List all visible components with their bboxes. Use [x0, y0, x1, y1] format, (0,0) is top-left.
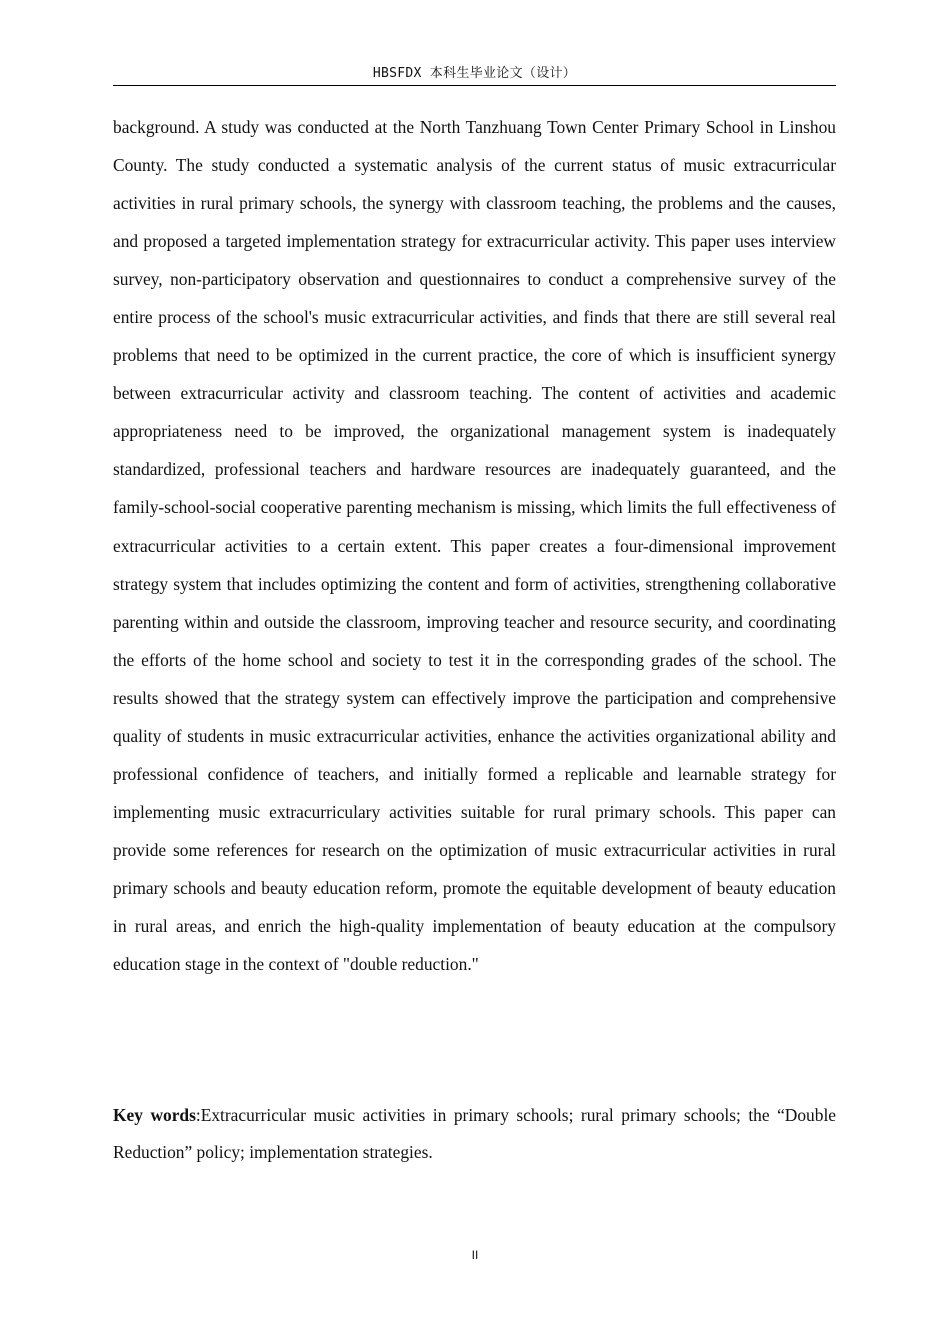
keywords-label: Key words [113, 1105, 196, 1125]
header-divider [113, 85, 836, 86]
running-header: HBSFDX 本科生毕业论文（设计） [372, 66, 577, 81]
keywords-text: Extracurricular music activities in primary schools; rural primary schools; the “Double Reduction” policy; implementation strategies. [113, 1105, 837, 1162]
page-number: II [471, 1248, 479, 1262]
abstract-paragraph: background. A study was conducted at the North Tanzhuang Town Center Primary School in Linshou County. The study conducted a systematic analysis of the current status of music extracurricular activities in rural primary schools, the synergy with classroom teaching, the problems and the causes, and proposed a targeted implementation strategy for extracurricular activity. This paper uses interview survey, non-participatory observation and questionnaires to conduct a comprehensive survey of the entire process of the school's music extracurricular activities, and finds that there are still several real problems that need to be optimized in the current practice, the core of which is insufficient synergy between extracurricular activity and classroom teaching. The content of activities and academic appropriateness need to be improved, the organizational management system is inadequately standardized, professional teachers and hardware resources are inadequately guaranteed, and the family-school-social cooperative parenting mechanism is missing, which limits the full effectiveness of extracurricular activities to a certain extent. This paper creates a four-dimensional improvement strategy system that includes optimizing the content and form of activities, strengthening collaborative parenting within and outside the classroom, improving teacher and resource security, and coordinating the efforts of the home school and society to test it in the corresponding grades of the school. The results showed that the strategy system can effectively improve the participation and comprehensive quality of students in music extracurricular activities, enhance the activities organizational ability and professional confidence of teachers, and initially formed a replicable and learnable strategy for implementing music extracurriculary activities suitable for rural primary schools. This paper can provide some references for research on the optimization of music extracurricular activities in rural primary schools and beauty education reform, promote the equitable development of beauty education in rural areas, and enrich the high-quality implementation of beauty education at the compulsory education stage in the context of "double reduction." [113, 117, 836, 975]
keywords-paragraph [113, 1097, 836, 1171]
keywords-separator: : [195, 1105, 201, 1125]
